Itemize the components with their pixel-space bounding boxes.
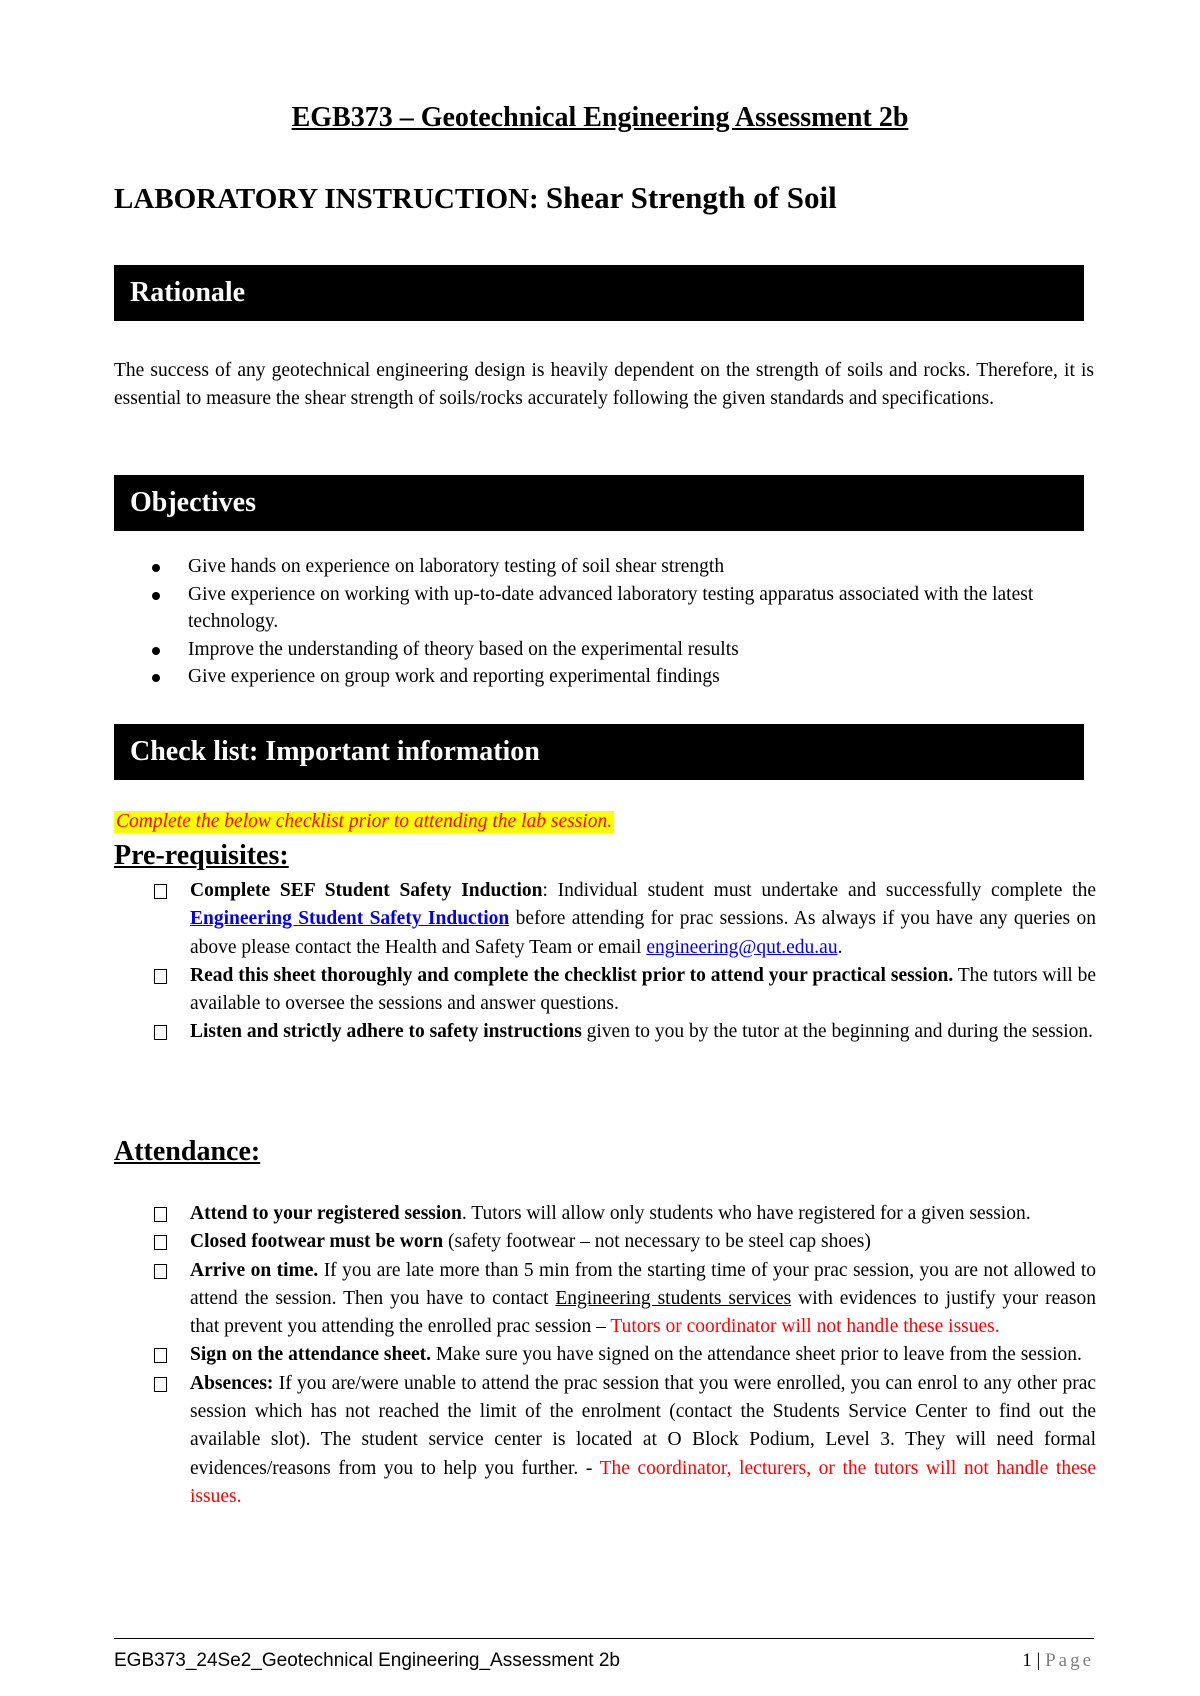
- lab-title-subject: Shear Strength of Soil: [545, 180, 837, 215]
- checkbox-icon[interactable]: [154, 1207, 167, 1222]
- objective-item: Give hands on experience on laboratory testing of soil shear strength: [150, 553, 1100, 581]
- objective-item: Give experience on working with up-to-date advanced laboratory testing apparatus associated with the latest technology.: [150, 581, 1100, 636]
- bullet-icon: [152, 674, 160, 682]
- objective-item: Improve the understanding of theory based on the experimental results: [150, 636, 1100, 664]
- checkbox-icon[interactable]: [154, 884, 167, 899]
- objective-item: Give experience on group work and reporting experimental findings: [150, 663, 1100, 691]
- objectives-list: [150, 553, 1100, 691]
- lab-title-prefix: LABORATORY INSTRUCTION:: [114, 183, 546, 215]
- attendance-item: Absences: If you are/were unable to attend the prac session that you were enrolled, you can enrol to any other prac session which has not reached the limit of the enrolment (contact the Students Service Center to find out the available slot). The student service center is located at O Block Podium, Level 3. They will need formal evidences/reasons from you to help you further. - The coordinator, lecturers, or the tutors will not handle these issues.: [152, 1370, 1096, 1511]
- prereq-item: Listen and strictly adhere to safety instructions given to you by the tutor at the beginning and during the session.: [152, 1018, 1096, 1046]
- student-services-link[interactable]: Engineering students services: [555, 1287, 792, 1309]
- footer-doc-name: EGB373_24Se2_Geotechnical Engineering_Assessment 2b: [114, 1650, 620, 1671]
- checkbox-icon[interactable]: [154, 1264, 167, 1279]
- lab-title: [114, 180, 837, 216]
- rationale-heading-bar: Rationale: [114, 265, 1084, 321]
- document-title: EGB373 – Geotechnical Engineering Assessment 2b: [291, 102, 909, 133]
- safety-induction-link[interactable]: Engineering Student Safety Induction: [190, 908, 510, 930]
- bullet-icon: [152, 592, 160, 600]
- prereq-item: Read this sheet thoroughly and complete the checklist prior to attend your practical session. The tutors will be available to oversee the sessions and answer questions.: [152, 962, 1096, 1019]
- attendance-item: Attend to your registered session. Tutors will allow only students who have registered for a given session.: [152, 1200, 1096, 1228]
- attendance-item: Closed footwear must be worn (safety footwear – not necessary to be steel cap shoes): [152, 1228, 1096, 1256]
- footer-divider: [114, 1638, 1094, 1639]
- rationale-text: The success of any geotechnical engineering design is heavily dependent on the strength of soils and rocks. Therefore, it is essential to measure the shear strength of soils/rocks accurately following the given standards and specifications.: [114, 360, 1094, 409]
- email-link[interactable]: engineering@qut.edu.au: [646, 936, 838, 958]
- checkbox-icon[interactable]: [154, 1235, 167, 1250]
- checkbox-icon[interactable]: [154, 1348, 167, 1363]
- prerequisites-heading: Pre-requisites:: [114, 840, 289, 871]
- objectives-heading-bar: Objectives: [114, 475, 1084, 531]
- attendance-list: [152, 1200, 1096, 1511]
- prerequisites-list: [152, 877, 1096, 1047]
- prereq-item: Complete SEF Student Safety Induction: Individual student must undertake and successfully complete the Engineering Student Safety Induction before attending for prac sessions. As always if you have any queries on above please contact the Health and Safety Team or email engineering@qut.edu.au.: [152, 877, 1096, 962]
- checkbox-icon[interactable]: [154, 1377, 167, 1392]
- bullet-icon: [152, 564, 160, 572]
- attendance-item: Sign on the attendance sheet. Make sure you have signed on the attendance sheet prior to leave from the session.: [152, 1341, 1096, 1369]
- attendance-item: Arrive on time. If you are late more than 5 min from the starting time of your prac session, you are not allowed to attend the session. Then you have to contact Engineering students services with evidences to justify your reason that prevent you attending the enrolled prac session – Tutors or coordinator will not handle these issues.: [152, 1257, 1096, 1342]
- checkbox-icon[interactable]: [154, 969, 167, 984]
- bullet-icon: [152, 647, 160, 655]
- checklist-note: Complete the below checklist prior to attending the lab session.: [116, 811, 613, 832]
- attendance-heading: Attendance:: [114, 1136, 261, 1167]
- checkbox-icon[interactable]: [154, 1025, 167, 1040]
- checklist-heading-bar: Check list: Important information: [114, 724, 1084, 780]
- footer-page-number: 1 | Page: [1022, 1650, 1094, 1671]
